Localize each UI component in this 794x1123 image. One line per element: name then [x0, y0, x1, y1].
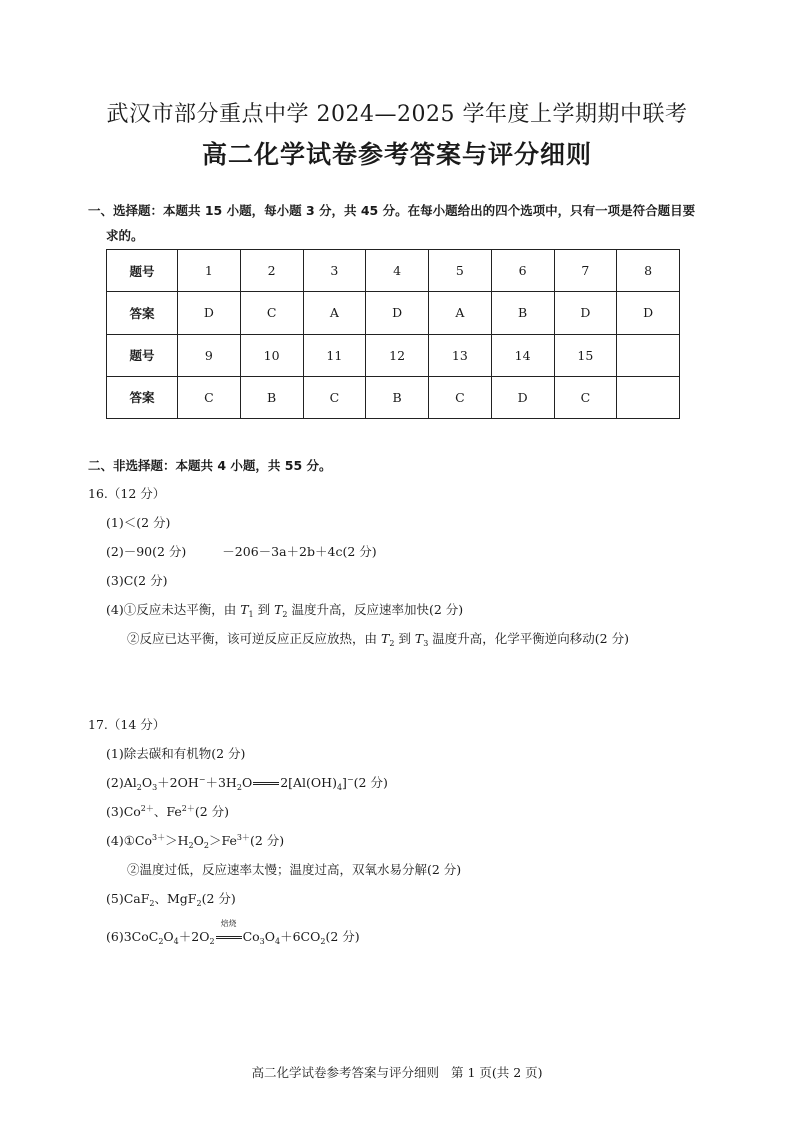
- q17-part6: $(6)3CoC_2O_4+2O_2$ 焙烧 $Co_3O_4+6CO_2(2$ 分): [106, 919, 360, 946]
- answer-cell: D: [491, 376, 554, 418]
- answer-cell: C: [429, 376, 492, 418]
- question-number: 1: [178, 250, 241, 292]
- answer-key-title: 高二化学试卷参考答案与评分细则: [201, 140, 592, 169]
- question-number: 13: [429, 334, 492, 376]
- table-row: [107, 376, 680, 418]
- q17-part1: (1)除去碳和有机物(2 分): [106, 746, 246, 761]
- q17-part4-2: ②温度过低，反应速率太慢；温度过高，双氧水易分解(2 分): [127, 862, 462, 877]
- answer-cell: B: [366, 376, 429, 418]
- question-number: 15: [554, 334, 617, 376]
- q16-part1: (1)＜(2 分): [106, 515, 171, 530]
- page-number: 第 1 页(共 2 页): [450, 1065, 543, 1080]
- q16-part2-answer-a: (2)－90(2 分): [106, 544, 187, 559]
- question-number: 3: [303, 250, 366, 292]
- question-label: 题号: [107, 250, 178, 292]
- q16-part4-1: (4)①反应未达平衡，由 $T_1$ 到 $T_2$ 温度升高，反应速率加快(2 分): [106, 602, 464, 619]
- empty-cell: [617, 334, 680, 376]
- question-number: 6: [491, 250, 554, 292]
- q17-part4-1: $(4)①Co^{3+}>H_2O_2>Fe^{3+}(2$ 分): [106, 833, 285, 850]
- reaction-condition: 焙烧: [215, 929, 243, 944]
- question-number: 9: [178, 334, 241, 376]
- question-number: 8: [617, 250, 680, 292]
- q16-part4-2: ②反应已达平衡，该可逆反应正反应放热，由 $T_2$ 到 $T_3$ 温度升高，化学平衡逆向移动(2 分): [127, 631, 629, 648]
- answer-cell: A: [303, 292, 366, 334]
- answer-cell: D: [178, 292, 241, 334]
- answer-cell: B: [240, 376, 303, 418]
- answer-cell: B: [491, 292, 554, 334]
- answer-cell: C: [303, 376, 366, 418]
- question-number: 5: [429, 250, 492, 292]
- table-row: [107, 292, 680, 334]
- answer-table: [106, 249, 680, 419]
- q17-part3: $(3)Co^{2+}$、$Fe^{2+}(2$ 分): [106, 804, 230, 819]
- question-number: 14: [491, 334, 554, 376]
- empty-cell: [617, 376, 680, 418]
- q17-heading: 17.（14 分）: [88, 717, 166, 732]
- question-number: 2: [240, 250, 303, 292]
- question-number: 10: [240, 334, 303, 376]
- section1-instructions-cont: 求的。: [106, 228, 144, 243]
- answer-cell: C: [240, 292, 303, 334]
- answer-label: 答案: [107, 376, 178, 418]
- answer-cell: C: [554, 376, 617, 418]
- equals-arrow: [252, 775, 280, 790]
- answer-cell: D: [617, 292, 680, 334]
- table-row: [107, 250, 680, 292]
- q16-part2-answer-b: －206－3a＋2b＋4c(2 分): [222, 544, 377, 559]
- section2-heading: 二、非选择题：本题共 4 小题，共 55 分。: [88, 458, 332, 473]
- q16-part2: [106, 542, 377, 560]
- question-number: 11: [303, 334, 366, 376]
- question-number: 7: [554, 250, 617, 292]
- answer-label: 答案: [107, 292, 178, 334]
- footer-title: 高二化学试卷参考答案与评分细则: [251, 1065, 439, 1080]
- answer-cell: D: [366, 292, 429, 334]
- page-footer: [0, 1063, 794, 1081]
- table-row: [107, 334, 680, 376]
- answer-cell: D: [554, 292, 617, 334]
- exam-title: 武汉市部分重点中学 2024—2025 学年度上学期期中联考: [106, 102, 688, 127]
- section1-instructions: 一、选择题：本题共 15 小题，每小题 3 分，共 45 分。在每小题给出的四个选项中，只有一项是符合题目要: [88, 203, 696, 218]
- q17-part5: (5)CaF$_2$、MgF$_2$(2 分): [106, 891, 236, 908]
- q17-part2: $(2)Al_2O_3+2OH^-+3H_2O$ $2[Al(OH)_4]^-(2$ 分): [106, 775, 388, 792]
- answer-cell: C: [178, 376, 241, 418]
- q16-heading: 16.（12 分）: [88, 486, 166, 501]
- q16-part3: (3)C(2 分): [106, 573, 168, 588]
- question-number: 4: [366, 250, 429, 292]
- question-number: 12: [366, 334, 429, 376]
- answer-cell: A: [429, 292, 492, 334]
- question-label: 题号: [107, 334, 178, 376]
